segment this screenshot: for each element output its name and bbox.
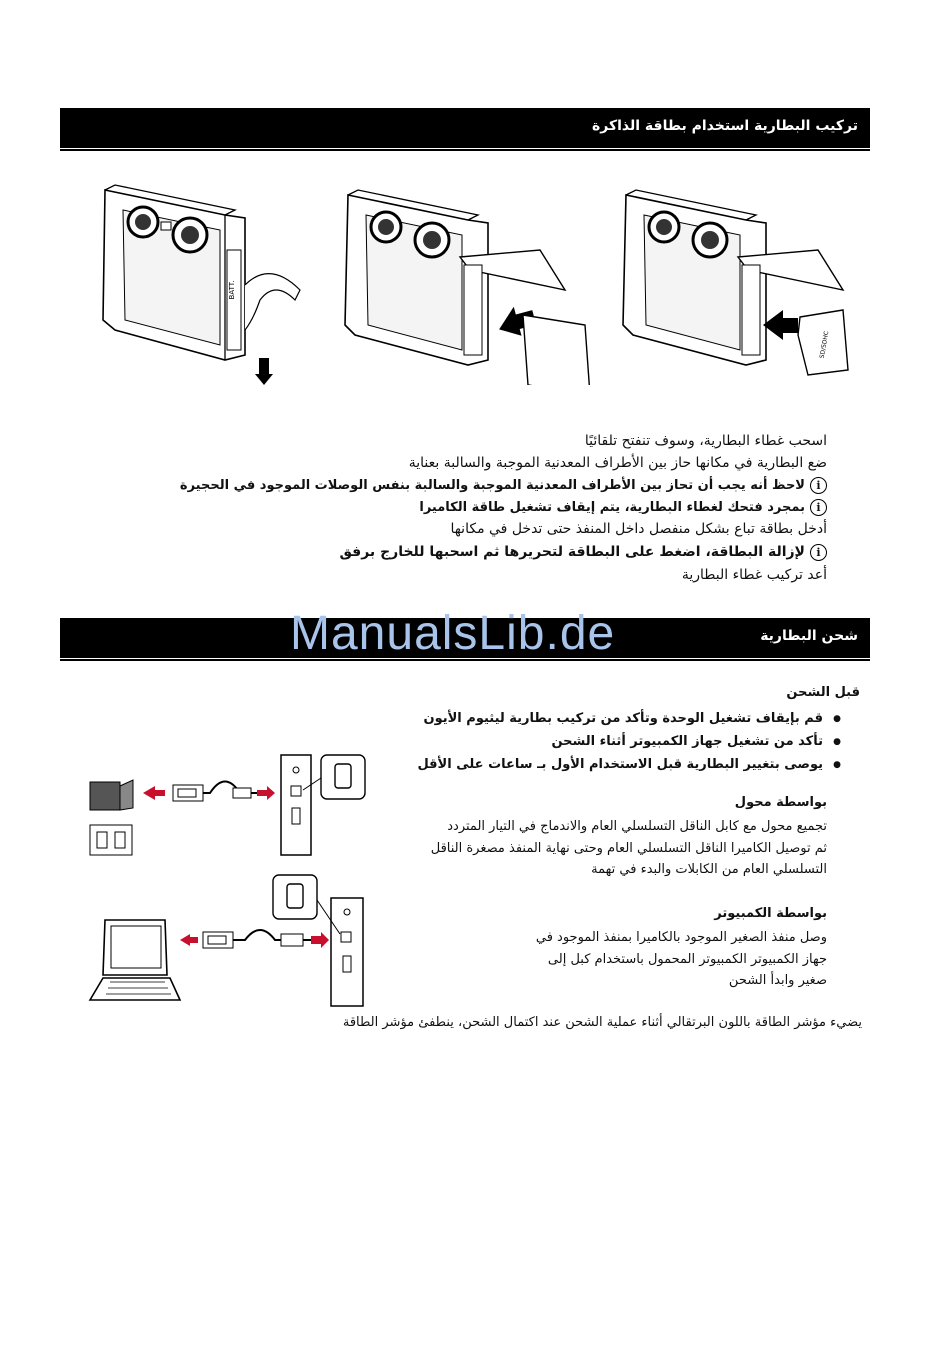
step-4: أعد تركيب غطاء البطارية (681, 567, 827, 583)
bullet-3: يوصى بتغيير البطارية قبل الاستخدام الأول بـ ساعات على الأقل ● (417, 756, 823, 774)
computer-line-3: صغير وابدأ الشحن (728, 973, 827, 988)
section-title: شحن البطارية (760, 628, 858, 644)
bullet-1: قم بإيقاف تشغيل الوحدة وتأكد من تركيب بطارية ليثيوم الأيون ● (424, 710, 824, 728)
info-icon: i (810, 477, 827, 494)
step-1: اسحب غطاء البطارية، وسوف تنفتح تلقائيًا (584, 433, 827, 449)
adapter-heading: بواسطة محول (734, 795, 827, 810)
adapter-line-3: التسلسلي العام من الكابلات والبدء في تهمة (591, 862, 827, 877)
note-1: iلاحظ أنه يجب أن تحاز بين الأطراف المعدنية الموجبة والسالبة بنفس الوصلات الموجود في الحجيرة (180, 477, 827, 495)
note-3: iلإزالة البطاقة، اضغط على البطاقة لتحريرها ثم اسحبها للخارج برفق (339, 543, 827, 561)
step-2: ضع البطارية في مكانها حاز بين الأطراف المعدنية الموجبة والسالبة بعناية (408, 455, 827, 471)
computer-line-1: وصل منفذ الصغير الموجود بالكاميرا بمنفذ الموجود في (535, 930, 827, 945)
illustration-adapter-charging (85, 750, 375, 860)
info-icon: i (810, 499, 827, 516)
section-title: تركيب البطارية استخدام بطاقة الذاكرة (592, 118, 858, 134)
adapter-line-1: تجميع محول مع كابل الناقل التسلسلي العام والاندماج في التيار المتردد (447, 819, 827, 834)
computer-heading: بواسطة الكمبيوتر (714, 906, 827, 921)
watermark: ManualsLib.de (290, 607, 616, 660)
adapter-line-2: ثم توصيل الكاميرا الناقل التسلسلي العام وحتى نهاية المنفذ مصغرة الناقل (430, 841, 827, 856)
section-header-battery (60, 108, 870, 149)
batt-label: BATT. (228, 280, 236, 300)
card-label: SD/SDHC (818, 330, 831, 359)
charging-indicator-note: يضيء مؤشر الطاقة باللون البرتقالي أثناء عملية الشحن عند اكتمال الشحن، ينطفئ مؤشر الطاقة (342, 1015, 862, 1030)
illustration-open-cover (95, 180, 310, 390)
note-2: iبمجرد فتحك لغطاء البطارية، يتم إيقاف تشغيل طاقة الكاميرا (419, 499, 827, 517)
illustration-insert-card (618, 185, 863, 385)
illustration-computer-charging (85, 870, 375, 1010)
computer-line-2: جهاز الكمبيوتر الكمبيوتر المحمول باستخدام كبل إلى (547, 952, 827, 967)
bullet-2: تأكد من تشغيل جهاز الكمبيوتر أثناء الشحن ● (551, 733, 823, 751)
info-icon: i (810, 544, 827, 561)
illustration-insert-battery (340, 185, 600, 385)
before-charging-heading: قبل الشحن (786, 685, 860, 700)
step-3: أدخل بطاقة تباع بشكل منفصل داخل المنفذ حتى تدخل في مكانها (450, 521, 827, 537)
